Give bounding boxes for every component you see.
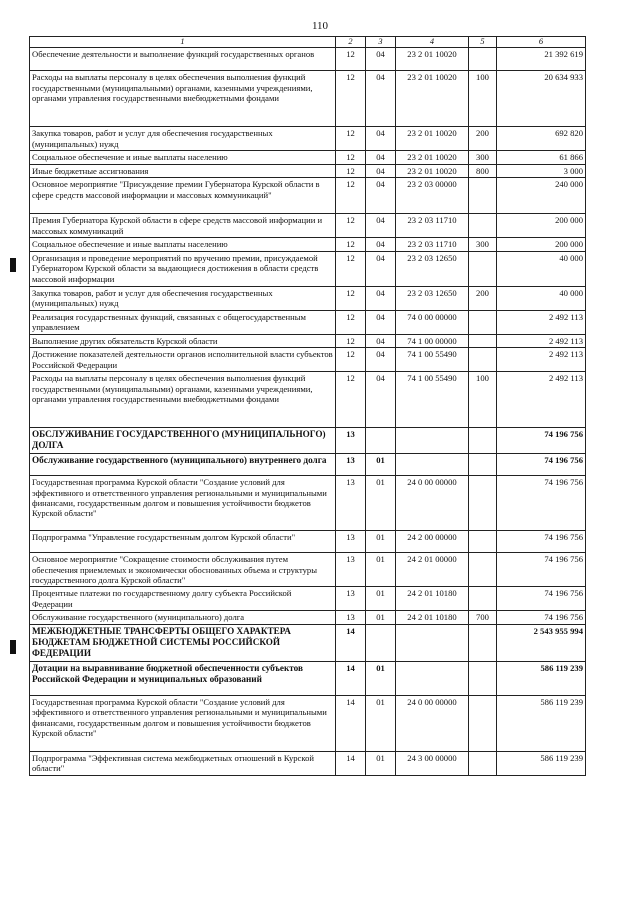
expense-type-code: 300 [469,151,497,164]
target-article-code: 24 2 01 00000 [396,553,469,587]
section-code: 12 [336,71,366,127]
amount: 692 820 [497,127,586,151]
table-row [30,348,586,372]
expense-type-code [469,553,497,587]
table-row [30,476,586,531]
target-article-code: 23 2 03 12650 [396,251,469,286]
expense-type-code [469,48,497,71]
item-name: Реализация государственных функций, связанных с общегосударственным управлением [30,310,336,334]
table-row [30,624,586,661]
target-article-code: 23 2 03 12650 [396,286,469,310]
column-number-row [30,37,586,48]
expense-type-code [469,334,497,347]
target-article-code: 24 0 00 00000 [396,476,469,531]
amount: 586 119 239 [497,661,586,695]
expense-type-code [469,348,497,372]
amount: 586 119 239 [497,695,586,751]
table-row [30,238,586,251]
target-article-code [396,624,469,661]
item-name: Премия Губернатора Курской области в сфере средств массовой информации и массовых коммуникаций [30,214,336,238]
section-code: 13 [336,454,366,476]
section-code: 13 [336,531,366,553]
target-article-code: 23 2 01 10020 [396,164,469,177]
subsection-code: 01 [366,611,396,624]
amount: 74 196 756 [497,553,586,587]
table-row [30,531,586,553]
column-number: 6 [497,37,586,48]
item-name: Обслуживание государственного (муниципального) долга [30,611,336,624]
subsection-code: 01 [366,476,396,531]
item-name: Социальное обеспечение и иные выплаты населению [30,151,336,164]
target-article-code: 74 0 00 00000 [396,310,469,334]
section-code: 12 [336,334,366,347]
section-code: 13 [336,476,366,531]
table-row [30,428,586,454]
item-name: Обслуживание государственного (муниципального) внутреннего долга [30,454,336,476]
subsection-code: 04 [366,310,396,334]
scan-edge-mark [10,258,16,272]
expense-type-code [469,531,497,553]
amount: 20 634 933 [497,71,586,127]
item-name: Расходы на выплаты персоналу в целях обеспечения выполнения функций государственными (муниципальными) органами, казенными учреждениями, органами управления государственными внебюджетными фондами [30,71,336,127]
subsection-code: 04 [366,251,396,286]
amount: 74 196 756 [497,531,586,553]
amount: 586 119 239 [497,751,586,775]
amount: 240 000 [497,178,586,214]
amount: 2 492 113 [497,348,586,372]
table-row [30,71,586,127]
amount: 74 196 756 [497,587,586,611]
amount: 3 000 [497,164,586,177]
amount: 74 196 756 [497,428,586,454]
subsection-code: 01 [366,661,396,695]
item-name: ОБСЛУЖИВАНИЕ ГОСУДАРСТВЕННОГО (МУНИЦИПАЛЬНОГО) ДОЛГА [30,428,336,454]
expense-type-code: 200 [469,127,497,151]
target-article-code: 74 1 00 55490 [396,372,469,428]
amount: 74 196 756 [497,454,586,476]
subsection-code: 01 [366,751,396,775]
target-article-code: 23 2 01 10020 [396,127,469,151]
item-name: Подпрограмма "Управление государственным долгом Курской области" [30,531,336,553]
section-code: 13 [336,428,366,454]
amount: 2 492 113 [497,372,586,428]
item-name: Социальное обеспечение и иные выплаты населению [30,238,336,251]
expense-type-code [469,251,497,286]
item-name: Основное мероприятие "Присуждение премии Губернатора Курской области в сфере средств массовой информации и массовых коммуникаций" [30,178,336,214]
target-article-code: 24 2 01 10180 [396,611,469,624]
subsection-code: 01 [366,531,396,553]
target-article-code: 24 2 01 10180 [396,587,469,611]
amount: 40 000 [497,286,586,310]
item-name: Закупка товаров, работ и услуг для обеспечения государственных (муниципальных) нужд [30,286,336,310]
section-code: 12 [336,127,366,151]
subsection-code: 04 [366,178,396,214]
amount: 2 492 113 [497,310,586,334]
table-row [30,553,586,587]
table-row [30,611,586,624]
expense-type-code: 700 [469,611,497,624]
item-name: Государственная программа Курской области "Создание условий для эффективного и ответственного управления региональными и муниципальными финансами, государственным долгом и повышения устойчивости бюджетов Курской области" [30,695,336,751]
target-article-code: 74 1 00 00000 [396,334,469,347]
amount: 74 196 756 [497,611,586,624]
target-article-code: 23 2 03 11710 [396,214,469,238]
expense-type-code: 300 [469,238,497,251]
target-article-code [396,661,469,695]
item-name: Основное мероприятие "Сокращение стоимости обслуживания путем обеспечения приемлемых и экономически обоснованных объема и структуры государственного долга Курской области" [30,553,336,587]
target-article-code: 23 2 03 11710 [396,238,469,251]
table-row [30,334,586,347]
section-code: 14 [336,624,366,661]
target-article-code: 23 2 01 10020 [396,48,469,71]
expense-type-code: 100 [469,372,497,428]
target-article-code: 23 2 01 10020 [396,151,469,164]
item-name: Организация и проведение мероприятий по вручению премии, присуждаемой Губернатором Курской области за выдающиеся достижения в области средств массовой информации [30,251,336,286]
subsection-code: 01 [366,553,396,587]
table-row [30,751,586,775]
target-article-code: 23 2 03 00000 [396,178,469,214]
table-row [30,454,586,476]
amount: 74 196 756 [497,476,586,531]
expense-type-code: 200 [469,286,497,310]
column-number: 3 [366,37,396,48]
amount: 2 543 955 994 [497,624,586,661]
target-article-code: 24 0 00 00000 [396,695,469,751]
expense-type-code [469,454,497,476]
target-article-code [396,428,469,454]
table-row [30,251,586,286]
item-name: Государственная программа Курской области "Создание условий для эффективного и ответственного управления региональными и муниципальными финансами, государственным долгом и повышения устойчивости бюджетов Курской области" [30,476,336,531]
subsection-code: 04 [366,334,396,347]
amount: 21 392 619 [497,48,586,71]
subsection-code: 04 [366,151,396,164]
section-code: 12 [336,348,366,372]
expense-type-code [469,476,497,531]
item-name: МЕЖБЮДЖЕТНЫЕ ТРАНСФЕРТЫ ОБЩЕГО ХАРАКТЕРА БЮДЖЕТАМ БЮДЖЕТНОЙ СИСТЕМЫ РОССИЙСКОЙ ФЕДЕРАЦИИ [30,624,336,661]
amount: 40 000 [497,251,586,286]
column-number: 2 [336,37,366,48]
section-code: 14 [336,661,366,695]
section-code: 12 [336,251,366,286]
scan-edge-mark [10,640,16,654]
column-number: 4 [396,37,469,48]
section-code: 14 [336,695,366,751]
item-name: Процентные платежи по государственному долгу субъекта Российской Федерации [30,587,336,611]
section-code: 12 [336,178,366,214]
expense-type-code [469,178,497,214]
subsection-code [366,624,396,661]
item-name: Выполнение других обязательств Курской области [30,334,336,347]
table-row [30,286,586,310]
table-row [30,587,586,611]
budget-table [29,36,586,776]
column-number: 5 [469,37,497,48]
item-name: Иные бюджетные ассигнования [30,164,336,177]
item-name: Расходы на выплаты персоналу в целях обеспечения выполнения функций государственными (муниципальными) органами, казенными учреждениями, органами управления государственными внебюджетными фондами [30,372,336,428]
expense-type-code [469,428,497,454]
expense-type-code [469,310,497,334]
amount: 200 000 [497,238,586,251]
amount: 61 866 [497,151,586,164]
subsection-code: 04 [366,127,396,151]
section-code: 13 [336,553,366,587]
subsection-code: 01 [366,695,396,751]
section-code: 14 [336,751,366,775]
subsection-code: 04 [366,238,396,251]
subsection-code: 04 [366,214,396,238]
subsection-code: 04 [366,164,396,177]
table-row [30,164,586,177]
section-code: 12 [336,151,366,164]
section-code: 12 [336,164,366,177]
expense-type-code: 800 [469,164,497,177]
item-name: Обеспечение деятельности и выполнение функций государственных органов [30,48,336,71]
expense-type-code [469,624,497,661]
subsection-code: 04 [366,286,396,310]
section-code: 12 [336,286,366,310]
target-article-code: 24 2 00 00000 [396,531,469,553]
expense-type-code [469,751,497,775]
item-name: Подпрограмма "Эффективная система межбюджетных отношений в Курской области" [30,751,336,775]
table-row [30,48,586,71]
expense-type-code [469,214,497,238]
table-row [30,661,586,695]
amount: 2 492 113 [497,334,586,347]
table-row [30,372,586,428]
section-code: 12 [336,310,366,334]
section-code: 13 [336,587,366,611]
section-code: 12 [336,238,366,251]
item-name: Дотации на выравнивание бюджетной обеспеченности субъектов Российской Федерации и муниципальных образований [30,661,336,695]
target-article-code [396,454,469,476]
subsection-code: 04 [366,48,396,71]
expense-type-code [469,695,497,751]
table-row [30,127,586,151]
table-row [30,214,586,238]
subsection-code: 04 [366,348,396,372]
table-row [30,178,586,214]
column-number: 1 [30,37,336,48]
subsection-code [366,428,396,454]
subsection-code: 04 [366,71,396,127]
expense-type-code [469,587,497,611]
target-article-code: 24 3 00 00000 [396,751,469,775]
table-row [30,151,586,164]
subsection-code: 01 [366,587,396,611]
section-code: 13 [336,611,366,624]
table-row [30,310,586,334]
expense-type-code [469,661,497,695]
subsection-code: 04 [366,372,396,428]
subsection-code: 01 [366,454,396,476]
item-name: Закупка товаров, работ и услуг для обеспечения государственных (муниципальных) нужд [30,127,336,151]
table-row [30,695,586,751]
target-article-code: 23 2 01 10020 [396,71,469,127]
section-code: 12 [336,372,366,428]
section-code: 12 [336,214,366,238]
amount: 200 000 [497,214,586,238]
expense-type-code: 100 [469,71,497,127]
page-number: 110 [311,20,329,32]
target-article-code: 74 1 00 55490 [396,348,469,372]
section-code: 12 [336,48,366,71]
item-name: Достижение показателей деятельности органов исполнительной власти субъектов Российской Федерации [30,348,336,372]
